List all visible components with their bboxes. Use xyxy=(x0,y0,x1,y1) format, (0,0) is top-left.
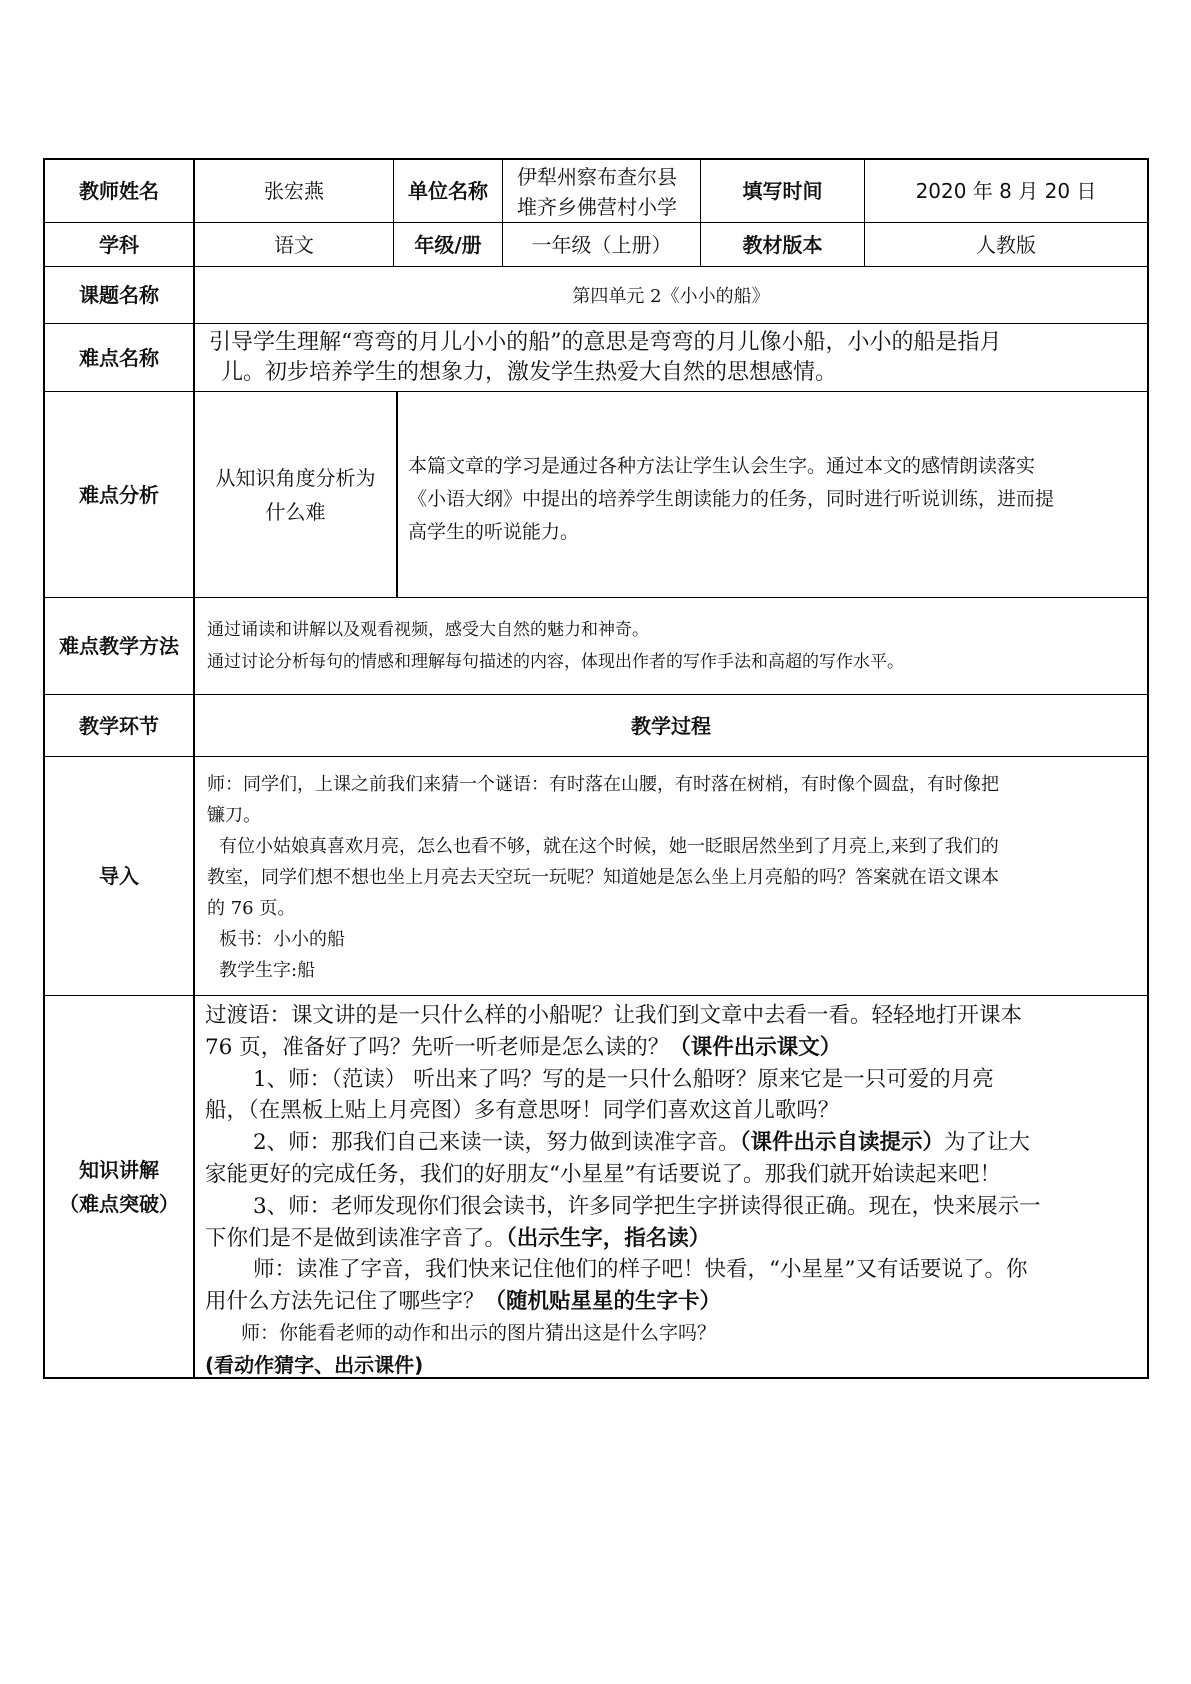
knowledge-line: (看动作猜字、出示课件) xyxy=(205,1352,424,1377)
grade-label: 年级/册 xyxy=(414,232,482,257)
knowledge-line: 过渡语：课文讲的是一只什么样的小船呢？让我们到文章中去看一看。轻轻地打开课本 xyxy=(205,1003,1023,1028)
knowledge-label xyxy=(45,996,193,1377)
analysis-sub-label-line: 什么难 xyxy=(265,499,326,524)
intro-line: 教室，同学们想不想也坐上月亮去天空玩一玩呢？知道她是怎么坐上月亮船的吗？答案就在语文课本 xyxy=(207,867,999,888)
difficulty-text xyxy=(195,324,1147,391)
edition-label: 教材版本 xyxy=(742,232,823,257)
unit-value-line: 伊犁州察布查尔县 xyxy=(517,165,677,189)
process-header: 教学过程 xyxy=(631,713,711,738)
process-step-label: 教学环节 xyxy=(79,713,159,738)
intro-line: 师：同学们，上课之前我们来猜一个谜语：有时落在山腰，有时落在树梢，有时像个圆盘，有时像把 xyxy=(207,774,999,795)
intro-text xyxy=(195,757,1147,995)
knowledge-text-run: 为了让大 xyxy=(943,1130,1030,1156)
knowledge-line: 船，（在黑板上贴上月亮图）多有意思呀！同学们喜欢这首儿歌吗？ xyxy=(205,1098,840,1124)
unit-label: 单位名称 xyxy=(408,179,488,203)
knowledge-emphasis: （课件出示课文） xyxy=(669,1034,842,1060)
knowledge-emphasis: （随机贴星星的生字卡） xyxy=(484,1289,722,1315)
intro-line: 的 76 页。 xyxy=(207,898,296,919)
analysis-label: 难点分析 xyxy=(79,482,159,507)
knowledge-text xyxy=(195,996,1147,1377)
difficulty-line: 引导学生理解“弯弯的月儿小小的船”的意思是弯弯的月儿像小船，小小的船是指月 xyxy=(209,330,1002,355)
method-text xyxy=(195,598,1147,694)
table-border xyxy=(1147,158,1149,1379)
knowledge-label-line: 知识讲解 xyxy=(79,1157,159,1182)
analysis-text xyxy=(398,392,1147,597)
knowledge-emphasis: （课件出示自读提示） xyxy=(739,1130,944,1156)
unit-value-line: 堆齐乡佛营村小学 xyxy=(517,195,677,219)
method-label: 难点教学方法 xyxy=(59,634,179,658)
method-line: 通过讨论分析每句的情感和理解每句描述的内容，体现出作者的写作手法和高超的写作水平。 xyxy=(207,652,904,672)
teacher-label: 教师姓名 xyxy=(79,179,159,203)
knowledge-label-line: （难点突破） xyxy=(59,1191,179,1216)
knowledge-line: 师：你能看老师的动作和出示的图片猜出这是什么字吗？ xyxy=(241,1321,717,1344)
teacher-value: 张宏燕 xyxy=(264,179,324,203)
topic-value: 第四单元 2《小小的船》 xyxy=(572,286,770,307)
knowledge-line: 1、师：（范读） 听出来了吗？写的是一只什么船呀？原来它是一只可爱的月亮 xyxy=(253,1066,994,1092)
knowledge-line xyxy=(205,1223,1147,1255)
knowledge-text-run: 下你们是不是做到读准字音了。 xyxy=(205,1225,507,1251)
knowledge-line xyxy=(205,1032,1147,1064)
intro-line: 有位小姑娘真喜欢月亮，怎么也看不够，就在这个时候，她一眨眼居然坐到了月亮上,来到了我们的 xyxy=(219,836,999,857)
date-value: 2020 年 8 月 20 日 xyxy=(915,179,1097,203)
method-line: 通过诵读和讲解以及观看视频，感受大自然的魅力和神奇。 xyxy=(207,620,649,640)
analysis-sub-label-line: 从知识角度分析为 xyxy=(215,465,376,490)
analysis-line: 高学生的听说能力。 xyxy=(408,521,580,543)
intro-line: 镰刀。 xyxy=(207,805,261,826)
intro-line: 教学生字:船 xyxy=(219,960,316,981)
knowledge-line xyxy=(205,1286,1147,1318)
knowledge-text-run: 76 页，准备好了吗？先听一听老师是怎么读的？ xyxy=(205,1034,670,1060)
knowledge-emphasis: （出示生字，指名读） xyxy=(506,1225,711,1251)
difficulty-line: 儿。初步培养学生的想象力，激发学生热爱大自然的思想感情。 xyxy=(221,360,838,385)
knowledge-line: 家能更好的完成任务，我们的好朋友“小星星”有话要说了。那我们就开始读起来吧！ xyxy=(205,1161,1001,1187)
knowledge-text-run: 2、师：那我们自己来读一读，努力做到读准字音。 xyxy=(253,1130,740,1156)
analysis-line: 《小语大纲》中提出的培养学生朗读能力的任务，同时进行听说训练，进而提 xyxy=(408,488,1055,510)
knowledge-line: 3、师：老师发现你们很会读书，许多同学把生字拼读得很正确。现在，快来展示一 xyxy=(253,1193,1041,1219)
date-label: 填写时间 xyxy=(742,179,823,203)
topic-label: 课题名称 xyxy=(79,283,159,307)
knowledge-line xyxy=(205,1127,1147,1159)
subject-value: 语文 xyxy=(274,232,314,257)
unit-value xyxy=(503,160,700,222)
edition-value: 人教版 xyxy=(976,232,1036,257)
analysis-sub-label xyxy=(195,392,396,597)
grade-value: 一年级（上册） xyxy=(531,232,672,257)
difficulty-label: 难点名称 xyxy=(79,345,159,370)
knowledge-line: 师：读准了字音，我们快来记住他们的样子吧！快看，“小星星”又有话要说了。你 xyxy=(253,1257,1028,1283)
intro-line: 板书：小小的船 xyxy=(219,929,345,950)
analysis-line: 本篇文章的学习是通过各种方法让学生认会生字。通过本文的感情朗读落实 xyxy=(408,455,1036,477)
knowledge-text-run: 用什么方法先记住了哪些字？ xyxy=(205,1289,485,1315)
subject-label: 学科 xyxy=(99,232,139,257)
intro-label: 导入 xyxy=(99,864,139,888)
